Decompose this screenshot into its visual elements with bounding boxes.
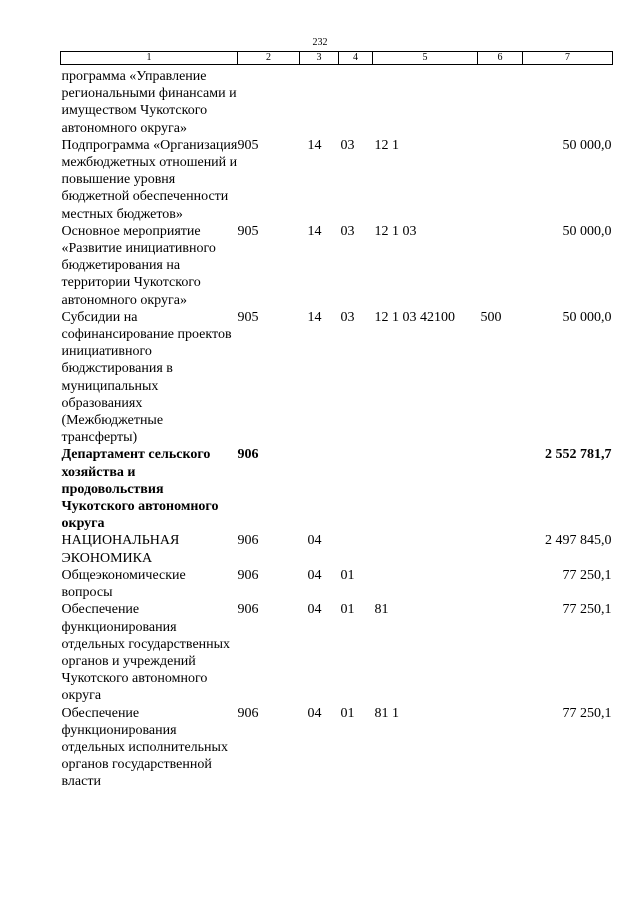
table-row bbox=[61, 567, 613, 601]
row-expense-type: 500 bbox=[480, 309, 502, 325]
row-amount: 50 000,0 bbox=[562, 309, 612, 325]
row-ministry-code: 905 bbox=[237, 223, 259, 239]
column-header-1: 1 bbox=[61, 52, 238, 65]
row-name: Основное мероприятие «Развитие инициативного бюджетирования на территории Чукотского автономного округа» bbox=[61, 223, 216, 308]
row-name: Департамент сельского хозяйства и продовольствия Чукотского автономного округа bbox=[61, 447, 219, 532]
row-target-code bbox=[373, 567, 478, 601]
row-ministry-code: 905 bbox=[237, 309, 259, 325]
row-amount: 2 497 845,0 bbox=[545, 533, 612, 549]
row-target-code: 12 1 03 bbox=[374, 223, 417, 239]
row-amount bbox=[523, 65, 613, 137]
row-target-code bbox=[373, 65, 478, 137]
column-header-4: 4 bbox=[339, 52, 373, 65]
row-name: Обеспечение функционирования отдельных исполнительных органов государственной власти bbox=[61, 705, 228, 790]
row-ministry-code: 906 bbox=[237, 533, 259, 549]
column-header-2: 2 bbox=[238, 52, 300, 65]
table-row bbox=[61, 532, 613, 566]
row-subsection-code bbox=[339, 65, 373, 137]
row-target-code: 81 bbox=[374, 602, 389, 618]
row-section-code bbox=[300, 65, 339, 137]
row-target-code: 81 1 bbox=[374, 705, 399, 721]
row-target-code bbox=[373, 532, 478, 566]
table-row bbox=[61, 705, 613, 791]
row-expense-type bbox=[478, 705, 523, 791]
row-name: Подпрограмма «Организация межбюджетных отношений и повышение уровня бюджетной обеспеченности местных бюджетов» bbox=[61, 137, 238, 222]
row-expense-type bbox=[478, 65, 523, 137]
column-header-6: 6 bbox=[478, 52, 523, 65]
row-expense-type bbox=[478, 137, 523, 223]
row-expense-type bbox=[478, 567, 523, 601]
row-subsection-code bbox=[339, 532, 373, 566]
table-row bbox=[61, 65, 613, 137]
column-number-row bbox=[61, 52, 613, 65]
budget-table bbox=[60, 51, 613, 791]
row-amount: 2 552 781,7 bbox=[545, 447, 612, 463]
row-target-code: 12 1 03 42100 bbox=[374, 309, 455, 325]
table-row bbox=[61, 309, 613, 447]
row-name: программа «Управление региональными финансами и имуществом Чукотского автономного округа» bbox=[61, 69, 237, 136]
row-subsection-code: 01 bbox=[340, 602, 355, 618]
row-amount: 77 250,1 bbox=[562, 705, 612, 721]
row-subsection-code: 03 bbox=[340, 223, 355, 239]
row-target-code: 12 1 bbox=[374, 137, 399, 153]
row-subsection-code: 03 bbox=[340, 309, 355, 325]
table-row bbox=[61, 137, 613, 223]
row-amount: 50 000,0 bbox=[562, 137, 612, 153]
row-ministry-code: 905 bbox=[237, 137, 259, 153]
row-section-code: 14 bbox=[307, 309, 322, 325]
row-subsection-code: 01 bbox=[340, 705, 355, 721]
column-header-5: 5 bbox=[373, 52, 478, 65]
row-amount: 50 000,0 bbox=[562, 223, 612, 239]
row-ministry-code: 906 bbox=[237, 705, 259, 721]
page-number: 232 bbox=[312, 37, 328, 48]
row-ministry-code: 906 bbox=[237, 602, 259, 618]
row-name: Субсидии на софинансирование проектов инициативного бюджстирования в муниципальных образованиях (Межбюджетные трансферты) bbox=[61, 309, 232, 446]
table-row bbox=[61, 446, 613, 532]
table-row bbox=[61, 601, 613, 704]
row-ministry-code: 906 bbox=[237, 567, 259, 583]
row-ministry-code: 906 bbox=[237, 447, 259, 463]
row-section-code: 14 bbox=[307, 223, 322, 239]
row-subsection-code: 01 bbox=[340, 567, 355, 583]
row-subsection-code bbox=[339, 446, 373, 532]
table-row bbox=[61, 223, 613, 309]
column-header-7: 7 bbox=[523, 52, 613, 65]
row-expense-type bbox=[478, 532, 523, 566]
row-name: Обеспечение функционирования отдельных государственных органов и учреждений Чукотского автономного округа bbox=[61, 602, 231, 704]
row-expense-type bbox=[478, 446, 523, 532]
column-header-3: 3 bbox=[300, 52, 339, 65]
row-section-code bbox=[300, 446, 339, 532]
row-section-code: 04 bbox=[307, 533, 322, 549]
row-section-code: 04 bbox=[307, 567, 322, 583]
row-amount: 77 250,1 bbox=[562, 567, 612, 583]
row-target-code bbox=[373, 446, 478, 532]
row-section-code: 04 bbox=[307, 602, 322, 618]
row-name: НАЦИОНАЛЬНАЯ ЭКОНОМИКА bbox=[61, 533, 180, 566]
row-section-code: 04 bbox=[307, 705, 322, 721]
row-expense-type bbox=[478, 223, 523, 309]
row-subsection-code: 03 bbox=[340, 137, 355, 153]
row-ministry-code bbox=[238, 65, 300, 137]
row-amount: 77 250,1 bbox=[562, 602, 612, 618]
row-name: Общеэкономические вопросы bbox=[61, 567, 186, 601]
row-expense-type bbox=[478, 601, 523, 704]
row-section-code: 14 bbox=[307, 137, 322, 153]
